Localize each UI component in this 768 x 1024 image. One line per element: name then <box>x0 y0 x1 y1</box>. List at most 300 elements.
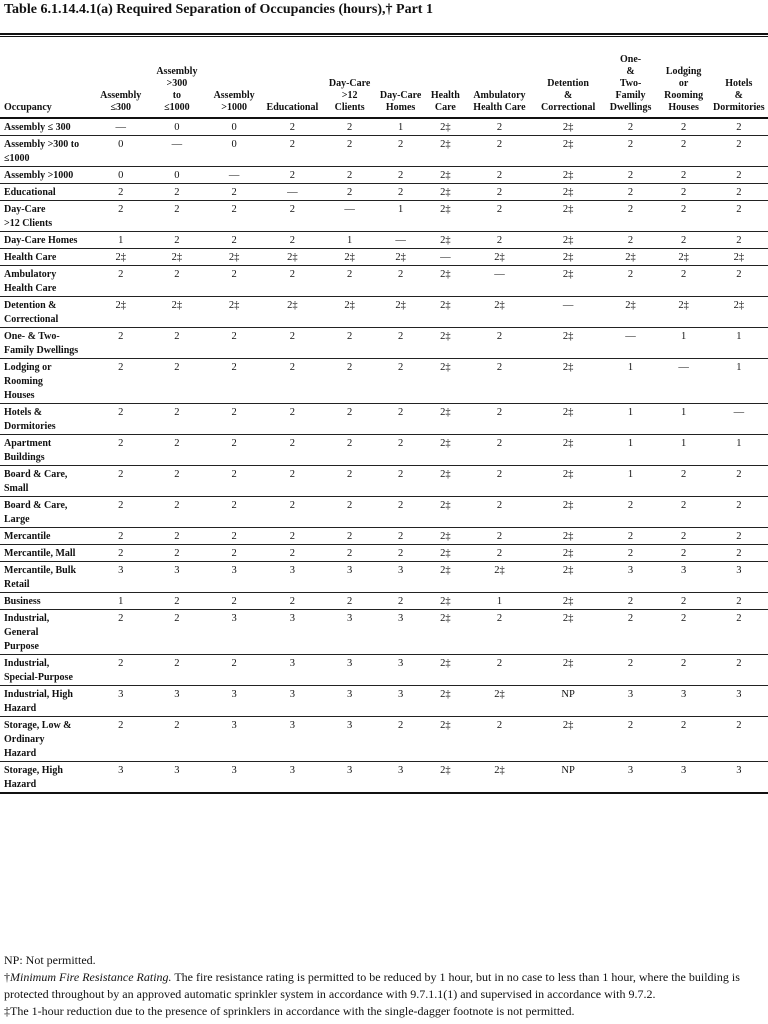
value-cell: 2 <box>466 201 533 232</box>
value-cell: — <box>604 328 658 359</box>
value-cell: 2 <box>377 435 425 466</box>
table-row <box>0 404 768 435</box>
value-cell: 3 <box>94 562 148 593</box>
value-cell: 3 <box>323 686 377 717</box>
value-cell: 1 <box>466 593 533 610</box>
value-cell: 2‡ <box>533 497 604 528</box>
value-cell: 2‡ <box>533 435 604 466</box>
value-cell: 2‡ <box>533 404 604 435</box>
column-header: Day-Care >12 Clients <box>323 38 377 118</box>
value-cell: 2 <box>262 118 322 136</box>
value-cell: 2‡ <box>425 136 467 167</box>
value-cell: 2 <box>94 266 148 297</box>
value-cell: 2 <box>658 232 710 249</box>
value-cell: 2 <box>377 593 425 610</box>
value-cell: 3 <box>377 655 425 686</box>
value-cell: 2 <box>94 717 148 762</box>
value-cell: 2 <box>604 232 658 249</box>
value-cell: 2 <box>94 404 148 435</box>
value-cell: 3 <box>262 717 322 762</box>
value-cell: 2 <box>148 466 206 497</box>
value-cell: 2 <box>148 717 206 762</box>
value-cell: 2 <box>206 328 262 359</box>
value-cell: 2‡ <box>604 297 658 328</box>
value-cell: — <box>94 118 148 136</box>
value-cell: 2 <box>94 497 148 528</box>
occupancy-cell: Mercantile, Mall <box>0 545 94 562</box>
value-cell: 2 <box>206 545 262 562</box>
value-cell: 2 <box>148 497 206 528</box>
value-cell: 2 <box>94 545 148 562</box>
value-cell: 2 <box>94 435 148 466</box>
value-cell: 2 <box>206 404 262 435</box>
value-cell: 2 <box>262 497 322 528</box>
value-cell: 2 <box>148 359 206 404</box>
value-cell: 2 <box>262 466 322 497</box>
value-cell: 2 <box>94 201 148 232</box>
value-cell: 2 <box>206 435 262 466</box>
value-cell: 1 <box>710 435 768 466</box>
value-cell: 2 <box>377 167 425 184</box>
column-header: Health Care <box>425 38 467 118</box>
occupancy-cell: Health Care <box>0 249 94 266</box>
value-cell: 2‡ <box>425 359 467 404</box>
value-cell: 2 <box>604 717 658 762</box>
table-row <box>0 466 768 497</box>
value-cell: 2 <box>710 593 768 610</box>
value-cell: — <box>466 266 533 297</box>
value-cell: 2‡ <box>533 655 604 686</box>
value-cell: 2 <box>604 136 658 167</box>
value-cell: — <box>533 297 604 328</box>
value-cell: 2 <box>206 528 262 545</box>
value-cell: 2‡ <box>425 655 467 686</box>
value-cell: 1 <box>658 435 710 466</box>
value-cell: 3 <box>658 562 710 593</box>
value-cell: 2‡ <box>533 201 604 232</box>
value-cell: 2 <box>148 528 206 545</box>
value-cell: — <box>658 359 710 404</box>
table-row <box>0 359 768 404</box>
value-cell: 2 <box>658 466 710 497</box>
value-cell: 3 <box>262 686 322 717</box>
value-cell: 2 <box>148 201 206 232</box>
value-cell: 2‡ <box>425 297 467 328</box>
value-cell: 2 <box>148 545 206 562</box>
value-cell: 2 <box>466 655 533 686</box>
value-cell: 2 <box>466 717 533 762</box>
value-cell: 1 <box>323 232 377 249</box>
value-cell: 2 <box>323 435 377 466</box>
value-cell: 2 <box>604 610 658 655</box>
value-cell: 2 <box>94 328 148 359</box>
value-cell: 3 <box>323 655 377 686</box>
value-cell: 3 <box>262 655 322 686</box>
value-cell: 1 <box>710 328 768 359</box>
value-cell: 2 <box>148 404 206 435</box>
value-cell: 2 <box>604 497 658 528</box>
occupancy-cell: Industrial, General Purpose <box>0 610 94 655</box>
value-cell: 2 <box>710 466 768 497</box>
value-cell: 2 <box>466 359 533 404</box>
value-cell: 2‡ <box>466 686 533 717</box>
value-cell: 2‡ <box>206 297 262 328</box>
value-cell: 2 <box>323 167 377 184</box>
occupancy-cell: Day-Care >12 Clients <box>0 201 94 232</box>
value-cell: 2 <box>466 328 533 359</box>
occupancy-cell: Day-Care Homes <box>0 232 94 249</box>
value-cell: 2‡ <box>533 136 604 167</box>
value-cell: 2‡ <box>533 610 604 655</box>
value-cell: 2‡ <box>466 249 533 266</box>
value-cell: 2 <box>323 545 377 562</box>
value-cell: 2 <box>323 184 377 201</box>
value-cell: 2 <box>710 167 768 184</box>
value-cell: 1 <box>604 466 658 497</box>
value-cell: 2 <box>377 359 425 404</box>
value-cell: 2 <box>323 328 377 359</box>
value-cell: 2 <box>710 232 768 249</box>
value-cell: 2‡ <box>425 717 467 762</box>
value-cell: 1 <box>377 118 425 136</box>
table-row <box>0 136 768 167</box>
value-cell: 2 <box>377 497 425 528</box>
value-cell: 2‡ <box>425 167 467 184</box>
value-cell: 2 <box>466 118 533 136</box>
value-cell: 2‡ <box>94 297 148 328</box>
value-cell: 2 <box>206 497 262 528</box>
value-cell: 2‡ <box>466 297 533 328</box>
value-cell: 2‡ <box>425 497 467 528</box>
value-cell: 2 <box>377 717 425 762</box>
value-cell: 3 <box>604 686 658 717</box>
value-cell: 2 <box>604 184 658 201</box>
table-row <box>0 593 768 610</box>
value-cell: 2‡ <box>425 528 467 545</box>
value-cell: — <box>377 232 425 249</box>
value-cell: 2 <box>710 497 768 528</box>
value-cell: 1 <box>94 232 148 249</box>
value-cell: 0 <box>148 118 206 136</box>
value-cell: 2‡ <box>323 297 377 328</box>
value-cell: 3 <box>148 686 206 717</box>
value-cell: 2‡ <box>466 562 533 593</box>
value-cell: 2 <box>94 655 148 686</box>
value-cell: 2 <box>206 593 262 610</box>
value-cell: 2 <box>262 201 322 232</box>
dagger-italic: Minimum Fire Resistance Rating. <box>10 970 172 984</box>
value-cell: 2‡ <box>425 266 467 297</box>
value-cell: 3 <box>148 562 206 593</box>
table-row <box>0 167 768 184</box>
value-cell: 2‡ <box>533 359 604 404</box>
value-cell: 3 <box>710 762 768 794</box>
value-cell: 3 <box>323 610 377 655</box>
column-header: Educational <box>262 38 322 118</box>
value-cell: 0 <box>206 118 262 136</box>
dagger-mark: † <box>4 970 10 984</box>
value-cell: 2 <box>262 545 322 562</box>
occupancy-cell: Storage, High Hazard <box>0 762 94 794</box>
table-row <box>0 232 768 249</box>
occupancy-cell: Storage, Low & Ordinary Hazard <box>0 717 94 762</box>
value-cell: 2 <box>377 404 425 435</box>
value-cell: 3 <box>94 686 148 717</box>
value-cell: 2 <box>148 610 206 655</box>
value-cell: 3 <box>710 562 768 593</box>
value-cell: 3 <box>206 610 262 655</box>
occupancy-cell: Mercantile <box>0 528 94 545</box>
value-cell: 2 <box>604 593 658 610</box>
value-cell: 3 <box>262 762 322 794</box>
value-cell: 2 <box>710 610 768 655</box>
value-cell: 2 <box>262 404 322 435</box>
value-cell: 3 <box>323 762 377 794</box>
value-cell: 2 <box>466 466 533 497</box>
value-cell: 2 <box>323 497 377 528</box>
value-cell: 1 <box>658 328 710 359</box>
value-cell: 2‡ <box>533 249 604 266</box>
occupancy-cell: Hotels & Dormitories <box>0 404 94 435</box>
value-cell: NP <box>533 686 604 717</box>
value-cell: 2 <box>323 359 377 404</box>
value-cell: 2‡ <box>262 249 322 266</box>
value-cell: — <box>262 184 322 201</box>
value-cell: 2 <box>262 359 322 404</box>
value-cell: 2‡ <box>377 297 425 328</box>
value-cell: 2 <box>710 655 768 686</box>
table-row <box>0 328 768 359</box>
value-cell: 2‡ <box>425 435 467 466</box>
value-cell: 3 <box>262 610 322 655</box>
value-cell: 2‡ <box>658 249 710 266</box>
value-cell: 2 <box>262 136 322 167</box>
value-cell: 3 <box>323 717 377 762</box>
value-cell: 2 <box>466 545 533 562</box>
value-cell: 2‡ <box>262 297 322 328</box>
value-cell: 2‡ <box>425 404 467 435</box>
value-cell: 2 <box>658 136 710 167</box>
value-cell: — <box>323 201 377 232</box>
value-cell: 2 <box>206 232 262 249</box>
value-cell: 3 <box>148 762 206 794</box>
value-cell: 2 <box>323 118 377 136</box>
value-cell: 2‡ <box>425 184 467 201</box>
value-cell: 2 <box>262 232 322 249</box>
value-cell: 2 <box>466 136 533 167</box>
value-cell: 2‡ <box>425 610 467 655</box>
value-cell: 1 <box>710 359 768 404</box>
value-cell: 2 <box>658 266 710 297</box>
value-cell: 2 <box>604 118 658 136</box>
value-cell: 0 <box>206 136 262 167</box>
value-cell: 2 <box>377 528 425 545</box>
value-cell: 2‡ <box>604 249 658 266</box>
value-cell: 3 <box>206 717 262 762</box>
value-cell: 2 <box>323 136 377 167</box>
value-cell: 2‡ <box>425 593 467 610</box>
occupancy-cell: Industrial, High Hazard <box>0 686 94 717</box>
value-cell: 2 <box>377 328 425 359</box>
value-cell: 2 <box>206 466 262 497</box>
value-cell: 2‡ <box>425 545 467 562</box>
value-cell: 3 <box>94 762 148 794</box>
occupancy-cell: Detention & Correctional <box>0 297 94 328</box>
column-header: Ambulatory Health Care <box>466 38 533 118</box>
value-cell: 2‡ <box>533 266 604 297</box>
value-cell: — <box>206 167 262 184</box>
value-cell: 2‡ <box>148 297 206 328</box>
value-cell: 3 <box>206 686 262 717</box>
value-cell: 2 <box>710 528 768 545</box>
value-cell: 2 <box>377 266 425 297</box>
value-cell: 2 <box>710 118 768 136</box>
value-cell: 0 <box>148 167 206 184</box>
value-cell: 1 <box>604 435 658 466</box>
value-cell: 2 <box>466 610 533 655</box>
value-cell: 2 <box>206 266 262 297</box>
value-cell: 2 <box>658 184 710 201</box>
occupancy-cell: Apartment Buildings <box>0 435 94 466</box>
value-cell: 2 <box>206 184 262 201</box>
table-row <box>0 297 768 328</box>
value-cell: 2 <box>658 655 710 686</box>
column-header: Lodging or Rooming Houses <box>658 38 710 118</box>
value-cell: 2 <box>148 266 206 297</box>
value-cell: 3 <box>206 762 262 794</box>
value-cell: 0 <box>94 167 148 184</box>
value-cell: 2‡ <box>533 167 604 184</box>
value-cell: 2 <box>94 184 148 201</box>
value-cell: 2 <box>148 655 206 686</box>
value-cell: — <box>710 404 768 435</box>
table-row <box>0 184 768 201</box>
table-row <box>0 528 768 545</box>
value-cell: 2 <box>94 610 148 655</box>
value-cell: 2 <box>94 466 148 497</box>
value-cell: 2‡ <box>425 201 467 232</box>
value-cell: 2 <box>323 266 377 297</box>
column-header: Day-Care Homes <box>377 38 425 118</box>
top-rule <box>0 33 768 35</box>
value-cell: 2 <box>262 328 322 359</box>
value-cell: 2 <box>710 136 768 167</box>
note-double-dagger: ‡The 1-hour reduction due to the presence of sprinklers in accordance with the single-dagger footnote is not permitted. <box>4 1004 575 1018</box>
value-cell: 2 <box>206 201 262 232</box>
value-cell: 2 <box>658 497 710 528</box>
table-row <box>0 562 768 593</box>
value-cell: 2‡ <box>425 118 467 136</box>
value-cell: 2 <box>206 655 262 686</box>
value-cell: 3 <box>604 762 658 794</box>
value-cell: 2‡ <box>533 328 604 359</box>
occupancy-cell: Lodging or Rooming Houses <box>0 359 94 404</box>
note-np: NP: Not permitted. <box>4 953 96 967</box>
value-cell: 2‡ <box>425 762 467 794</box>
value-cell: 2 <box>148 593 206 610</box>
occupancy-cell: Board & Care, Small <box>0 466 94 497</box>
value-cell: 2‡ <box>533 528 604 545</box>
occupancy-cell: Mercantile, Bulk Retail <box>0 562 94 593</box>
value-cell: — <box>425 249 467 266</box>
column-header-occupancy: Occupancy <box>0 38 94 118</box>
table-row <box>0 435 768 466</box>
table-row <box>0 118 768 136</box>
value-cell: 3 <box>377 562 425 593</box>
value-cell: 2 <box>466 435 533 466</box>
value-cell: 2 <box>262 435 322 466</box>
value-cell: 3 <box>604 562 658 593</box>
occupancy-cell: Assembly >1000 <box>0 167 94 184</box>
column-header: Assembly >300 to ≤1000 <box>148 38 206 118</box>
value-cell: 2‡ <box>94 249 148 266</box>
value-cell: 2‡ <box>533 562 604 593</box>
value-cell: 2‡ <box>533 717 604 762</box>
value-cell: 2 <box>604 201 658 232</box>
value-cell: 2‡ <box>533 545 604 562</box>
value-cell: 2‡ <box>425 466 467 497</box>
value-cell: 2 <box>658 118 710 136</box>
value-cell: 3 <box>262 562 322 593</box>
table-notes <box>4 952 766 1020</box>
table-row <box>0 266 768 297</box>
value-cell: 2 <box>658 528 710 545</box>
value-cell: 2 <box>710 184 768 201</box>
table-title: Table 6.1.14.4.1(a) Required Separation of Occupancies (hours),† Part 1 <box>4 2 433 17</box>
value-cell: 0 <box>94 136 148 167</box>
occupancy-cell: Industrial, Special-Purpose <box>0 655 94 686</box>
value-cell: 2 <box>148 328 206 359</box>
value-cell: 1 <box>94 593 148 610</box>
value-cell: 2‡ <box>533 593 604 610</box>
value-cell: 2‡ <box>533 466 604 497</box>
value-cell: 3 <box>377 762 425 794</box>
value-cell: 3 <box>206 562 262 593</box>
value-cell: 2 <box>710 266 768 297</box>
value-cell: 2 <box>604 167 658 184</box>
column-header: Assembly >1000 <box>206 38 262 118</box>
value-cell: 2‡ <box>533 184 604 201</box>
value-cell: 2 <box>466 404 533 435</box>
value-cell: 2‡ <box>377 249 425 266</box>
occupancy-cell: Ambulatory Health Care <box>0 266 94 297</box>
value-cell: 2 <box>466 184 533 201</box>
value-cell: 2 <box>377 136 425 167</box>
value-cell: 2 <box>148 184 206 201</box>
value-cell: 2‡ <box>533 232 604 249</box>
value-cell: 2 <box>710 201 768 232</box>
value-cell: 2 <box>94 528 148 545</box>
value-cell: 2 <box>206 359 262 404</box>
note-dagger <box>4 969 766 1003</box>
value-cell: 2‡ <box>206 249 262 266</box>
value-cell: 2‡ <box>148 249 206 266</box>
occupancy-cell: Board & Care, Large <box>0 497 94 528</box>
separation-table <box>0 38 768 794</box>
value-cell: 2 <box>148 435 206 466</box>
value-cell: 3 <box>710 686 768 717</box>
value-cell: 1 <box>604 359 658 404</box>
value-cell: 2 <box>466 167 533 184</box>
value-cell: 2 <box>658 167 710 184</box>
table-row <box>0 762 768 794</box>
value-cell: 2 <box>710 717 768 762</box>
value-cell: 2‡ <box>710 297 768 328</box>
value-cell: 1 <box>604 404 658 435</box>
value-cell: 3 <box>377 610 425 655</box>
value-cell: 2 <box>262 528 322 545</box>
value-cell: 2 <box>323 466 377 497</box>
